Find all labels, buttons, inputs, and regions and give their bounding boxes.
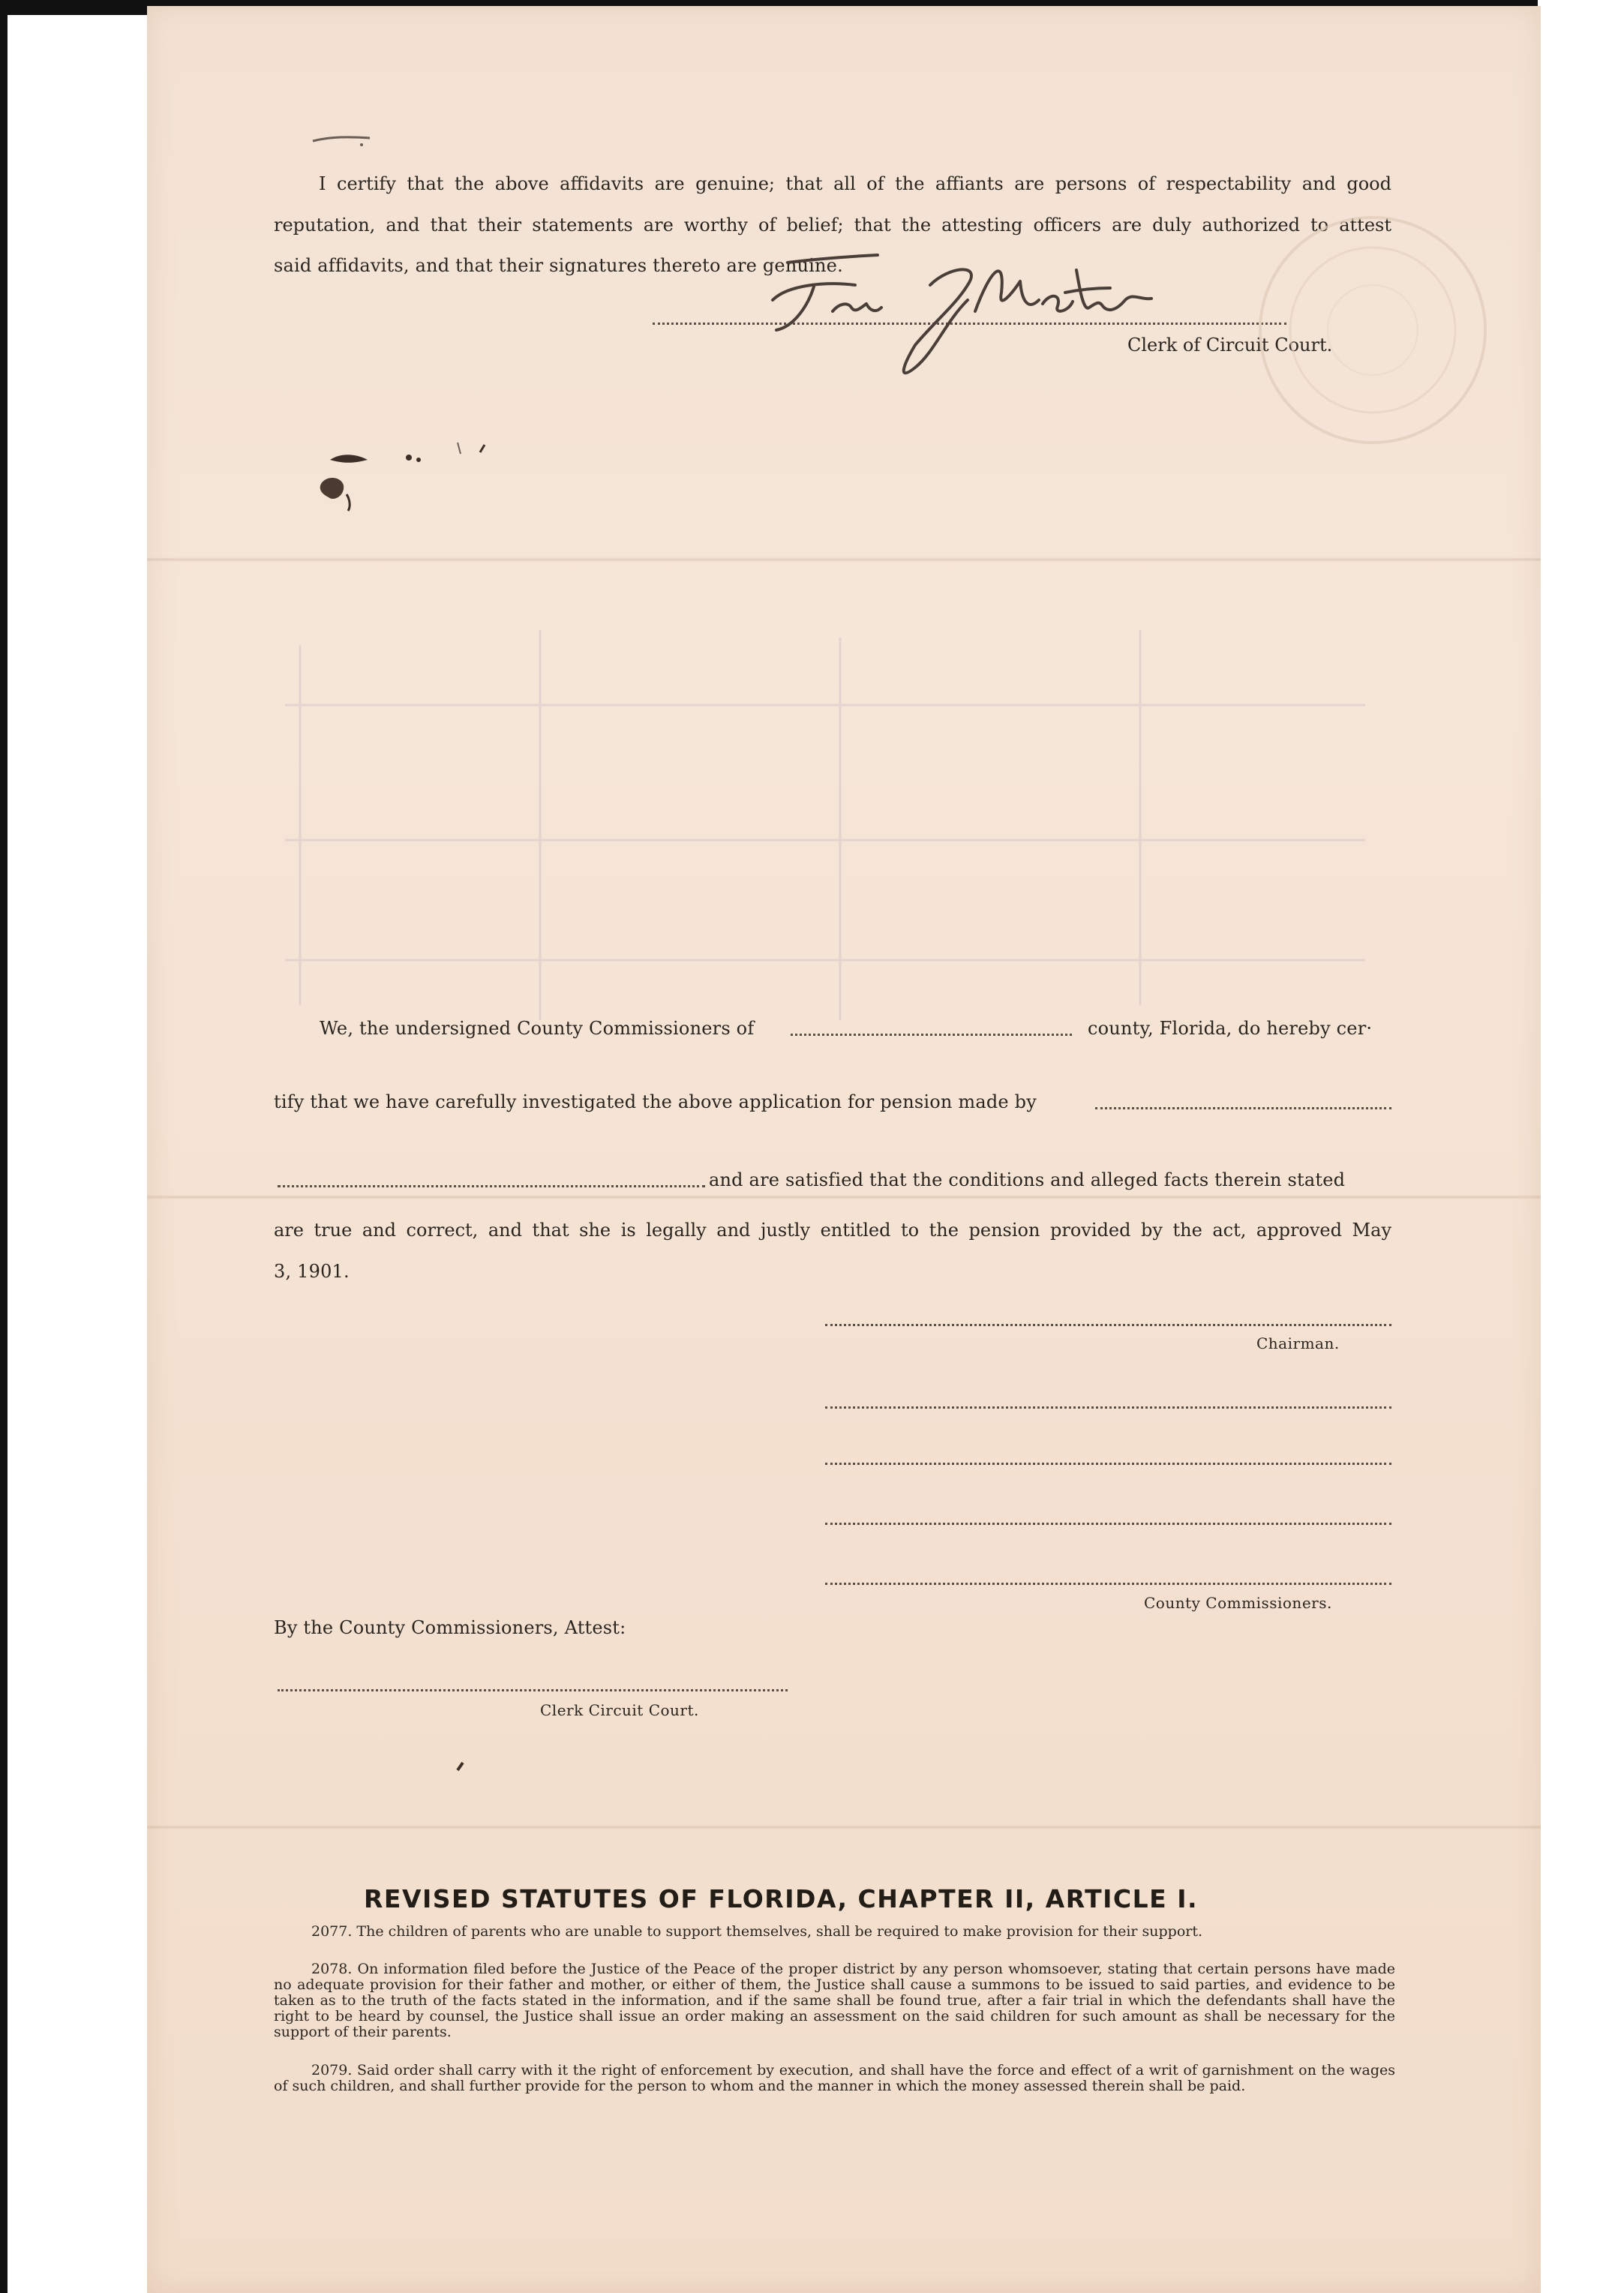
certification-line-3: said affidavits, and that their signatures thereto are genuine.: [274, 255, 843, 276]
commissioners-line-5: 3, 1901.: [274, 1261, 350, 1282]
statute-2078: [274, 1961, 1395, 2040]
attest-clerk-label: Clerk Circuit Court.: [540, 1701, 699, 1719]
paper-fold-2: [147, 1195, 1541, 1199]
statute-2078-text: 2078. On information filed before the Justice of the Peace of the proper district by any person whomsoever, stating that certain persons have made no adequate provision for their father and mother, or either of them, the Justice shall cause a summons to be issued to said parties, and evidence to be taken as to the truth of the facts stated in the information, and if the same shall be found true, after a fair trial in which the defendants shall have the right to be heard by counsel, the Justice shall issue an order making an assessment on the said children for such amount as shall be necessary for the support of their parents.: [274, 1961, 1395, 2040]
commissioners-line-2: tify that we have carefully investigated the above application for pension made by: [274, 1091, 1037, 1112]
embossed-seal: [1245, 203, 1500, 458]
handwritten-signature: [743, 240, 1163, 390]
ink-blot: [308, 439, 518, 521]
commissioners-line-4: are true and correct, and that she is legally and justly entitled to the pension provided by the act, approved May: [274, 1220, 1391, 1241]
attest-clerk-signature-line: [278, 1689, 788, 1691]
reverse-side-bleed-through: [240, 615, 1440, 1035]
commissioner-signature-line-3: [825, 1523, 1391, 1525]
county-name-blank: [791, 1034, 1072, 1036]
paper-fold-1: [147, 557, 1541, 562]
pen-mark-top: [311, 132, 371, 147]
applicant-name-blank-2: [278, 1185, 705, 1187]
commissioner-signature-line-4: [825, 1583, 1391, 1585]
scan-border-left: [0, 0, 8, 2293]
statutes-title: REVISED STATUTES OF FLORIDA, CHAPTER II, ARTICLE I.: [364, 1884, 1199, 1913]
statute-2079-text: 2079. Said order shall carry with it the right of enforcement by execution, and shall have the force and effect of a writ of garnishment on the wages of such children, and shall further provide for the person to whom and the manner in which the money assessed therein shall be paid.: [274, 2062, 1395, 2094]
paper-fold-3: [147, 1825, 1541, 1829]
commissioners-line-3: and are satisfied that the conditions and alleged facts therein stated: [709, 1169, 1346, 1190]
commissioner-signature-line-1: [825, 1406, 1391, 1409]
pen-mark-bottom: [454, 1759, 469, 1774]
statute-2077: [274, 1924, 1395, 1940]
certification-line-1: I certify that the above affidavits are genuine; that all of the affiants are persons of respectability and good: [319, 173, 1391, 194]
scan-background-right: [1538, 0, 1624, 2293]
clerk-of-circuit-court-label: Clerk of Circuit Court.: [1127, 335, 1333, 356]
chairman-label: Chairman.: [1256, 1334, 1340, 1352]
attest-label: By the County Commissioners, Attest:: [274, 1617, 626, 1638]
statute-2077-text: 2077. The children of parents who are unable to support themselves, shall be required to make provision for their support.: [311, 1923, 1203, 1940]
applicant-name-blank-1: [1095, 1107, 1391, 1109]
statute-2079: [274, 2063, 1395, 2094]
county-commissioners-label: County Commissioners.: [1144, 1594, 1332, 1612]
commissioner-signature-line-2: [825, 1463, 1391, 1465]
commissioners-line-1-start: We, the undersigned County Commissioners of: [320, 1018, 755, 1039]
chairman-signature-line: [825, 1324, 1391, 1326]
certification-line-2: reputation, and that their statements are worthy of belief; that the attesting officers are duly authorized to attest: [274, 215, 1391, 236]
commissioners-line-1-end: county, Florida, do hereby cer·: [1088, 1018, 1373, 1039]
